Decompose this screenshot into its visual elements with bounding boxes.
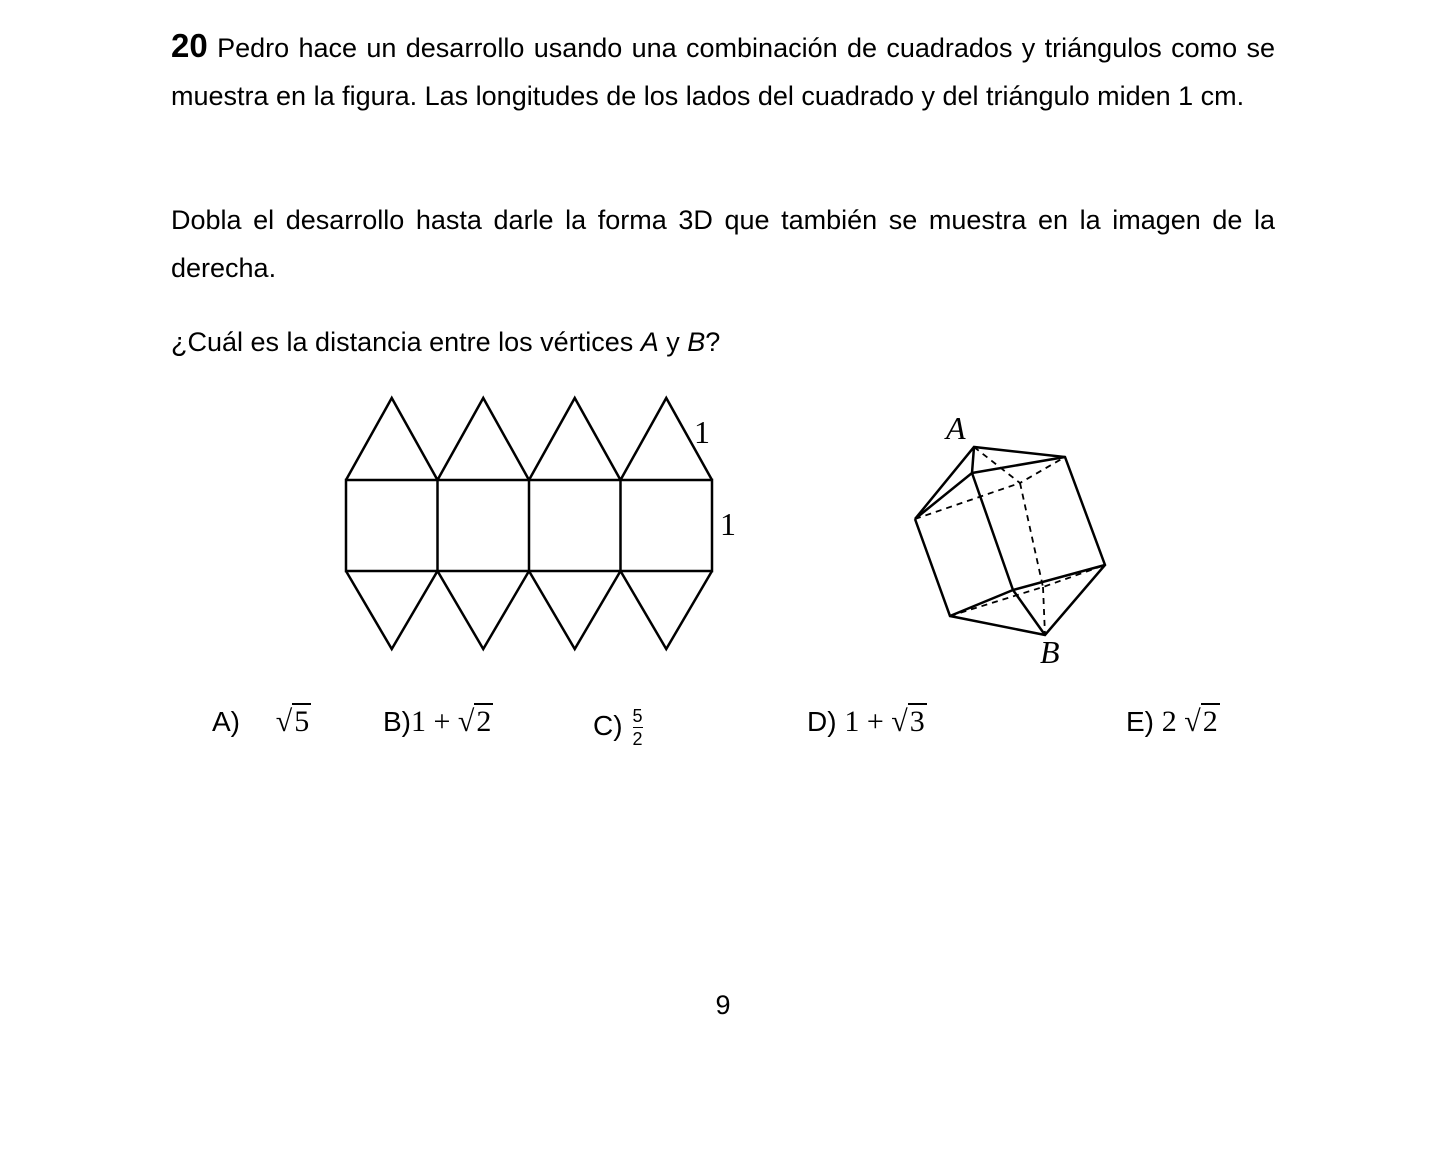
- question-vertex-b: B: [687, 327, 706, 357]
- answer-d: [807, 705, 927, 739]
- answer-b-prefix: 1 +: [411, 705, 458, 738]
- answer-a-sqrt: √5: [275, 705, 310, 738]
- question-ask: [171, 318, 1275, 366]
- question-number: 20: [171, 27, 208, 64]
- answer-b-letter: B): [383, 706, 411, 737]
- answer-b: [383, 705, 493, 739]
- solid-label-a: A: [946, 410, 966, 446]
- answer-d-value: [844, 705, 926, 738]
- answer-b-value: [411, 705, 493, 738]
- net-bottom-triangle-3: [529, 571, 621, 649]
- net-triangle-side-label: 1: [694, 414, 710, 450]
- question-ask-prefix: ¿Cuál es la distancia entre los vértices: [171, 327, 641, 357]
- question-intro: [171, 22, 1275, 120]
- solid-bottom-left-edge: [950, 590, 1013, 616]
- solid-figure: [895, 405, 1120, 670]
- answer-e-letter: E): [1126, 706, 1154, 737]
- page-number: 9: [715, 990, 731, 1020]
- answer-c-letter: C): [593, 709, 623, 741]
- answer-a-letter: A): [212, 706, 240, 737]
- question-intro-text: Pedro hace un desarrollo usando una combinación de cuadrados y triángulos como se muestra en la figura. Las longitudes de los lados del cuadrado y del triángulo miden 1 cm.: [171, 33, 1275, 111]
- answer-a-value: [276, 705, 311, 738]
- answer-c-numerator: 5: [632, 706, 643, 726]
- solid-front-face-edges: [972, 473, 1105, 590]
- answer-e-sqrt: √2: [1184, 705, 1218, 738]
- answer-b-sqrt: √2: [457, 705, 492, 738]
- answer-d-prefix: 1 +: [844, 705, 892, 738]
- answer-e-radicand: 2: [1202, 705, 1218, 738]
- answer-c-denominator: 2: [632, 729, 643, 749]
- answer-a-radicand: 5: [294, 705, 310, 738]
- solid-hidden-vertical-edge: [1020, 483, 1043, 587]
- net-top-triangle-3: [529, 398, 621, 480]
- solid-top-back-edge: [972, 457, 1065, 473]
- answer-b-radicand: 2: [476, 705, 492, 738]
- question-fold-text: Dobla el desarrollo hasta darle la forma 3D que también se muestra en la imagen de la derecha.: [171, 205, 1275, 283]
- net-figure: [330, 390, 750, 665]
- answer-d-radicand: 3: [909, 705, 925, 738]
- answer-c: [593, 705, 643, 750]
- solid-bottom-right-edge: [1013, 590, 1045, 635]
- answer-e-value: [1162, 705, 1220, 738]
- net-top-triangle-1: [346, 398, 438, 480]
- solid-hidden-bottom-vertical: [1043, 587, 1045, 635]
- net-bottom-triangle-2: [438, 571, 530, 649]
- solid-label-b: B: [1040, 634, 1060, 670]
- net-square-side-label: 1: [720, 506, 736, 542]
- net-bottom-triangle-1: [346, 571, 438, 649]
- net-bottom-triangle-4: [621, 571, 713, 649]
- question-vertex-a: A: [640, 327, 659, 357]
- answer-a: [212, 705, 311, 739]
- question-ask-and: y: [658, 327, 688, 357]
- net-top-triangle-2: [438, 398, 530, 480]
- answer-d-letter: D): [807, 706, 837, 737]
- answer-e: [1126, 705, 1220, 739]
- answer-d-sqrt: √3: [891, 705, 925, 738]
- answer-e-prefix: 2: [1161, 705, 1185, 738]
- question-ask-suffix: ?: [705, 327, 721, 357]
- answer-c-fraction: [633, 705, 643, 750]
